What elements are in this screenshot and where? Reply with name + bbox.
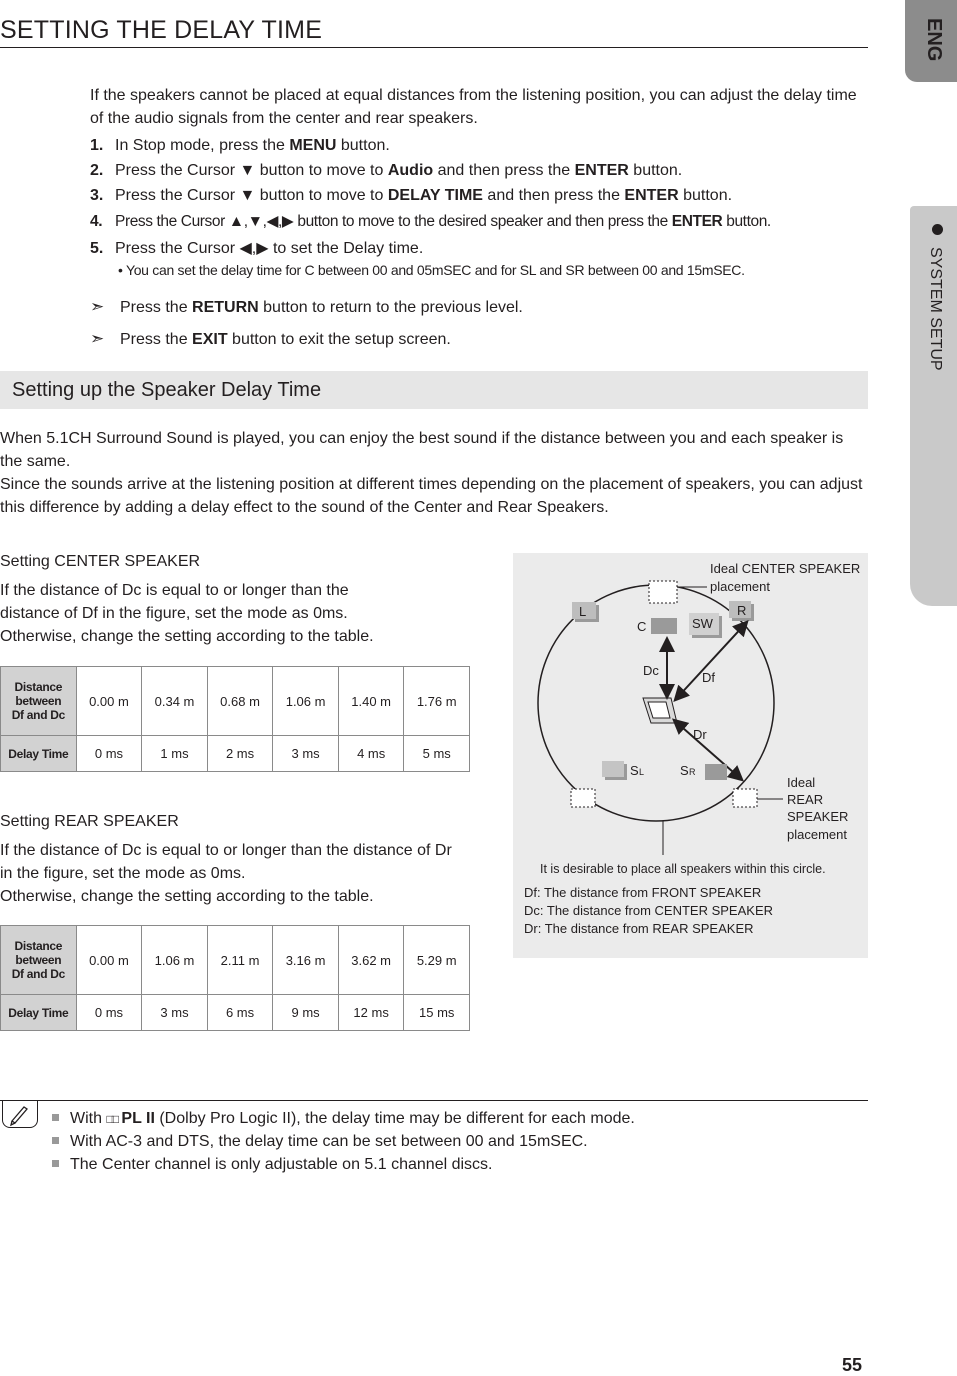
legend-df: Df: The distance from FRONT SPEAKER [524,885,762,900]
notes-divider [0,1100,868,1101]
title-divider [0,47,868,48]
page-title: SETTING THE DELAY TIME [0,16,323,44]
label-SL: S [630,763,639,778]
label-Df: Df [702,670,715,685]
ideal-rear-label-3: SPEAKER [787,809,849,824]
ideal-center-placeholder [649,581,677,603]
table-row: Delay Time 0 ms 1 ms 2 ms 3 ms 4 ms 5 ms [1,736,470,772]
label-SR-sub: R [689,767,696,777]
step-4: 4. Press the Cursor ▲,▼,◀,▶ button to move to the desired speaker and then press the ENTER button. [90,213,771,230]
arrow-icon: ➣ [90,329,105,348]
step-2: 2. Press the Cursor ▼ button to move to Audio and then press the ENTER button. [90,162,683,179]
legend-dc: Dc: The distance from CENTER SPEAKER [524,903,774,918]
note-pencil-icon [2,1101,38,1128]
center-speaker [651,618,677,634]
section-tab-label: SYSTEM SETUP [927,247,944,371]
label-R: R [737,603,747,618]
tip-return: ➣ Press the RETURN button to return to the previous level. [90,297,523,316]
ideal-rear-label-4: placement [787,827,847,842]
center-delay-table [0,666,470,772]
note-item: With AC-3 and DTS, the delay time can be set between 00 and 15mSEC. [52,1133,588,1151]
speaker-diagram [513,553,868,958]
bullet-icon [932,224,943,235]
section-title: Setting up the Speaker Delay Time [12,379,322,401]
note-item: With □□ PL II (Dolby Pro Logic II), the delay time may be different for each mode. [52,1110,635,1128]
label-SL-sub: L [639,767,645,777]
section-body: When 5.1CH Surround Sound is played, you can enjoy the best sound if the distance between you and each speaker is the same. Since the sounds arrive at the listening position at different times depending on the placement of speakers, you can adjust this difference by adding a delay effect to the sound of the Center and Rear Speakers. [0,430,863,516]
row-header: Delay Time [1,736,77,772]
label-Dc: Dc [643,663,659,678]
step-1: 1. In Stop mode, press the MENU button. [90,137,390,154]
section-header [0,371,868,409]
intro-paragraph: If the speakers cannot be placed at equal distances from the listening position, you can adjust the delay time of the audio signals from the center and rear speakers. [90,87,857,127]
label-Dr: Dr [693,727,707,742]
legend-dr: Dr: The distance from REAR SPEAKER [524,921,754,936]
table-row: Delay Time 0 ms 3 ms 6 ms 9 ms 12 ms 15 ms [1,995,470,1031]
note-item: The Center channel is only adjustable on 5.1 channel discs. [52,1156,492,1174]
rear-delay-table [0,925,470,1031]
table-row: Distance between Df and Dc 0.00 m 0.34 m 0.68 m 1.06 m 1.40 m 1.76 m [1,667,470,736]
diagram-caption: It is desirable to place all speakers within this circle. [540,862,826,876]
label-L: L [579,604,587,619]
ideal-center-label-2: placement [710,579,770,594]
ideal-rear-left-placeholder [571,789,595,807]
step-5: 5. Press the Cursor ◀,▶ to set the Delay time. [90,240,424,257]
step-5-note: • You can set the delay time for C between 00 and 05mSEC and for SL and SR between 00 and 15mSEC. [118,262,745,278]
rear-description: If the distance of Dc is equal to or longer than the distance of Dr in the figure, set the mode as 0ms. Otherwise, change the setting according to the table. [0,842,452,905]
ideal-rear-right-placeholder [733,789,757,807]
surround-right-speaker [705,764,727,780]
center-heading: Setting CENTER SPEAKER [0,553,201,570]
center-description: If the distance of Dc is equal to or longer than the distance of Df in the figure, set the mode as 0ms. Otherwise, change the setting according to the table. [0,582,374,645]
section-tab [910,206,957,606]
ideal-center-label-1: Ideal CENTER SPEAKER [710,561,861,576]
row-header: Distance between Df and Dc [1,926,77,995]
ideal-rear-label-1: Ideal [787,775,816,790]
row-header: Distance between Df and Dc [1,667,77,736]
table-row: Distance between Df and Dc 0.00 m 1.06 m 2.11 m 3.16 m 3.62 m 5.29 m [1,926,470,995]
square-bullet-icon [52,1137,59,1144]
square-bullet-icon [52,1160,59,1167]
label-C: C [637,619,647,634]
label-SW: SW [692,616,713,631]
rear-heading: Setting REAR SPEAKER [0,813,179,830]
page-number: 55 [842,1355,863,1375]
square-bullet-icon [52,1114,59,1121]
language-tab-label: ENG [923,18,945,62]
label-SR: S [680,763,689,778]
dolby-logo-icon: □□ [106,1112,117,1126]
arrow-icon: ➣ [90,297,105,316]
step-3: 3. Press the Cursor ▼ button to move to DELAY TIME and then press the ENTER button. [90,187,733,204]
ideal-rear-label-2: REAR [787,792,824,807]
tip-exit: ➣ Press the EXIT button to exit the setup screen. [90,329,451,348]
language-tab [905,0,957,82]
row-header: Delay Time [1,995,77,1031]
